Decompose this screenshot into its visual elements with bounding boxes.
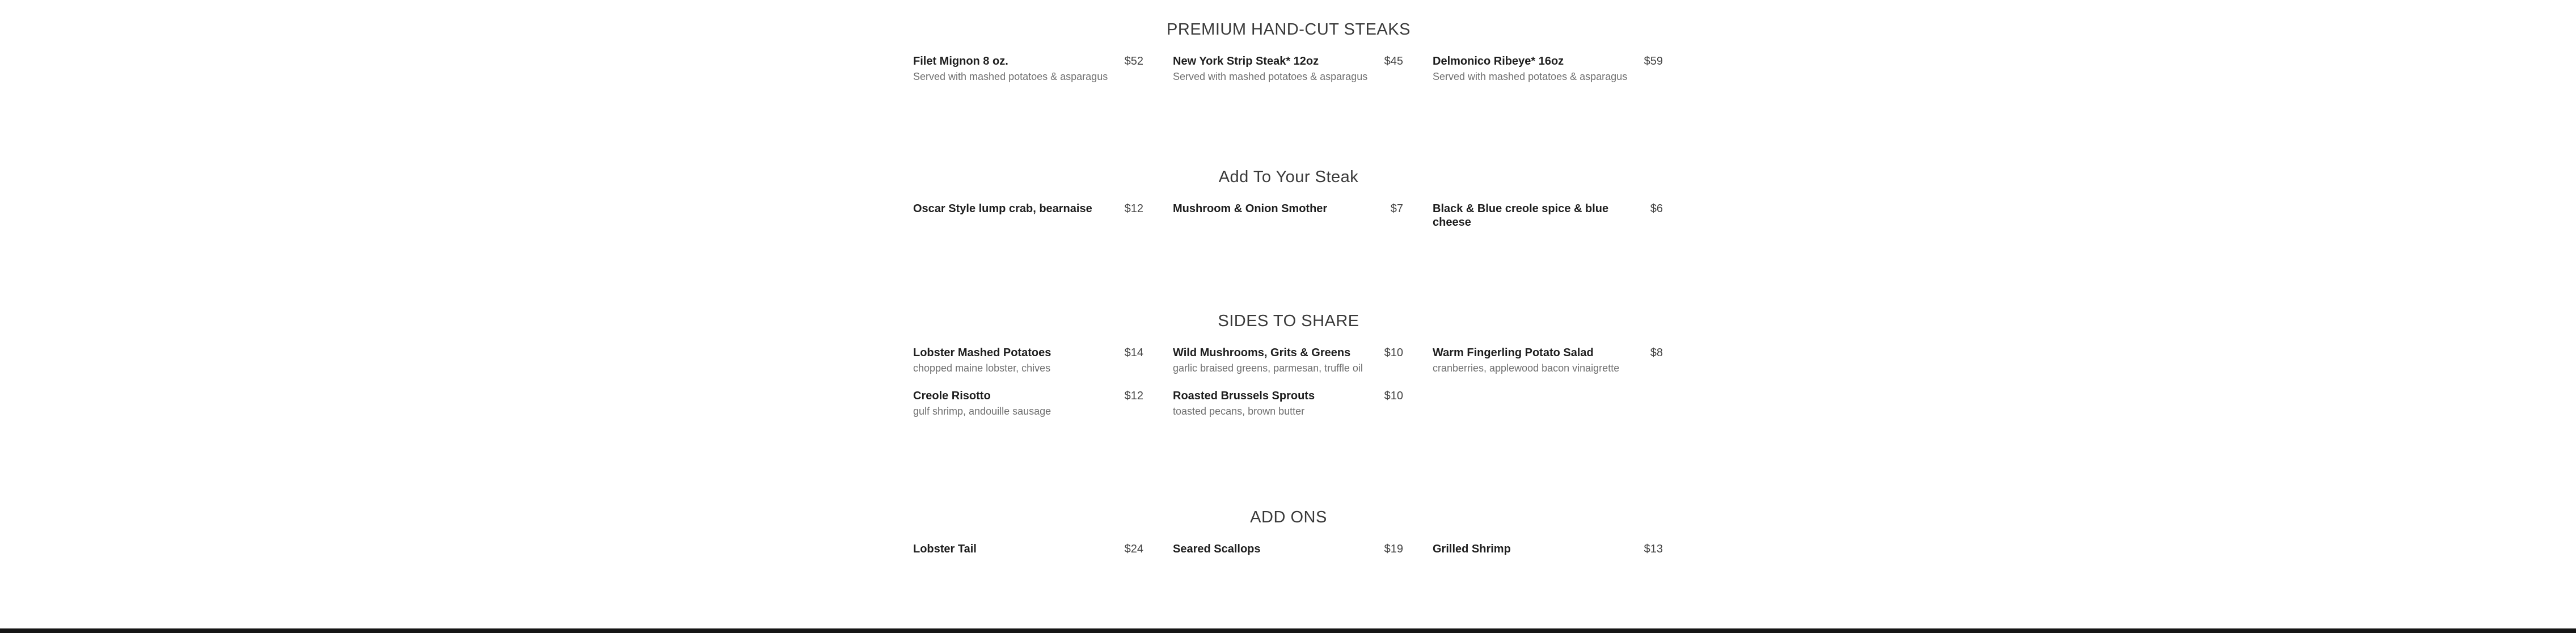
- item-description: Served with mashed potatoes & asparagus: [1433, 71, 1628, 82]
- menu-item: [1173, 542, 1403, 556]
- menu-item: [1173, 346, 1403, 374]
- menu-item: [1433, 542, 1663, 556]
- item-description: garlic braised greens, parmesan, truffle oil: [1173, 362, 1363, 374]
- item-description: Served with mashed potatoes & asparagus: [913, 71, 1108, 82]
- item-name: New York Strip Steak* 12oz: [1173, 55, 1319, 67]
- item-price: $8: [1650, 347, 1663, 359]
- menu-items: [913, 346, 1664, 417]
- menu-item: [913, 54, 1143, 83]
- section-title: SIDES TO SHARE: [1218, 312, 1359, 331]
- menu-items: [913, 54, 1664, 83]
- menu-item: [1433, 346, 1663, 374]
- item-price: $19: [1384, 543, 1403, 555]
- item-name: Roasted Brussels Sprouts: [1173, 390, 1315, 402]
- menu-item: [913, 202, 1143, 229]
- item-price: $10: [1384, 390, 1403, 402]
- menu-item: [913, 346, 1143, 374]
- menu-item: [1433, 54, 1663, 83]
- item-name: Mushroom & Onion Smother: [1173, 202, 1328, 215]
- item-price: $59: [1644, 55, 1663, 67]
- menu-item: [913, 542, 1143, 556]
- item-price: $24: [1124, 543, 1143, 555]
- section-title: Add To Your Steak: [1218, 168, 1359, 187]
- item-price: $14: [1124, 347, 1143, 359]
- section-title: ADD ONS: [1250, 508, 1327, 527]
- menu-item: [1173, 54, 1403, 83]
- item-price: $6: [1650, 202, 1663, 215]
- item-price: $10: [1384, 347, 1403, 359]
- item-name: Lobster Tail: [913, 543, 977, 555]
- menu-item: [1433, 202, 1663, 229]
- menu-item: [913, 389, 1143, 417]
- menu-items: [913, 542, 1664, 556]
- item-price: $45: [1384, 55, 1403, 67]
- item-description: gulf shrimp, andouille sausage: [913, 406, 1051, 417]
- item-name: Oscar Style lump crab, bearnaise: [913, 202, 1092, 215]
- item-description: Served with mashed potatoes & asparagus: [1173, 71, 1368, 82]
- item-name: Grilled Shrimp: [1433, 543, 1511, 555]
- item-name: Creole Risotto: [913, 390, 991, 402]
- item-description: cranberries, applewood bacon vinaigrette: [1433, 362, 1620, 374]
- item-price: $7: [1390, 202, 1403, 215]
- item-name: Delmonico Ribeye* 16oz: [1433, 55, 1564, 67]
- item-price: $12: [1124, 202, 1143, 215]
- item-name: Black & Blue creole spice & blue cheese: [1433, 202, 1609, 229]
- item-price: $52: [1124, 55, 1143, 67]
- item-description: chopped maine lobster, chives: [913, 362, 1051, 374]
- item-price: $12: [1124, 390, 1143, 402]
- footer-bar: [0, 628, 2576, 633]
- menu-item: [1173, 389, 1403, 417]
- menu-item: [1173, 202, 1403, 229]
- item-name: Seared Scallops: [1173, 543, 1261, 555]
- item-description: toasted pecans, brown butter: [1173, 406, 1305, 417]
- item-price: $13: [1644, 543, 1663, 555]
- item-name: Lobster Mashed Potatoes: [913, 347, 1051, 359]
- item-name: Wild Mushrooms, Grits & Greens: [1173, 347, 1351, 359]
- menu-items: [913, 202, 1664, 229]
- item-name: Filet Mignon 8 oz.: [913, 55, 1008, 67]
- section-title: PREMIUM HAND-CUT STEAKS: [1167, 20, 1411, 39]
- item-name: Warm Fingerling Potato Salad: [1433, 347, 1594, 359]
